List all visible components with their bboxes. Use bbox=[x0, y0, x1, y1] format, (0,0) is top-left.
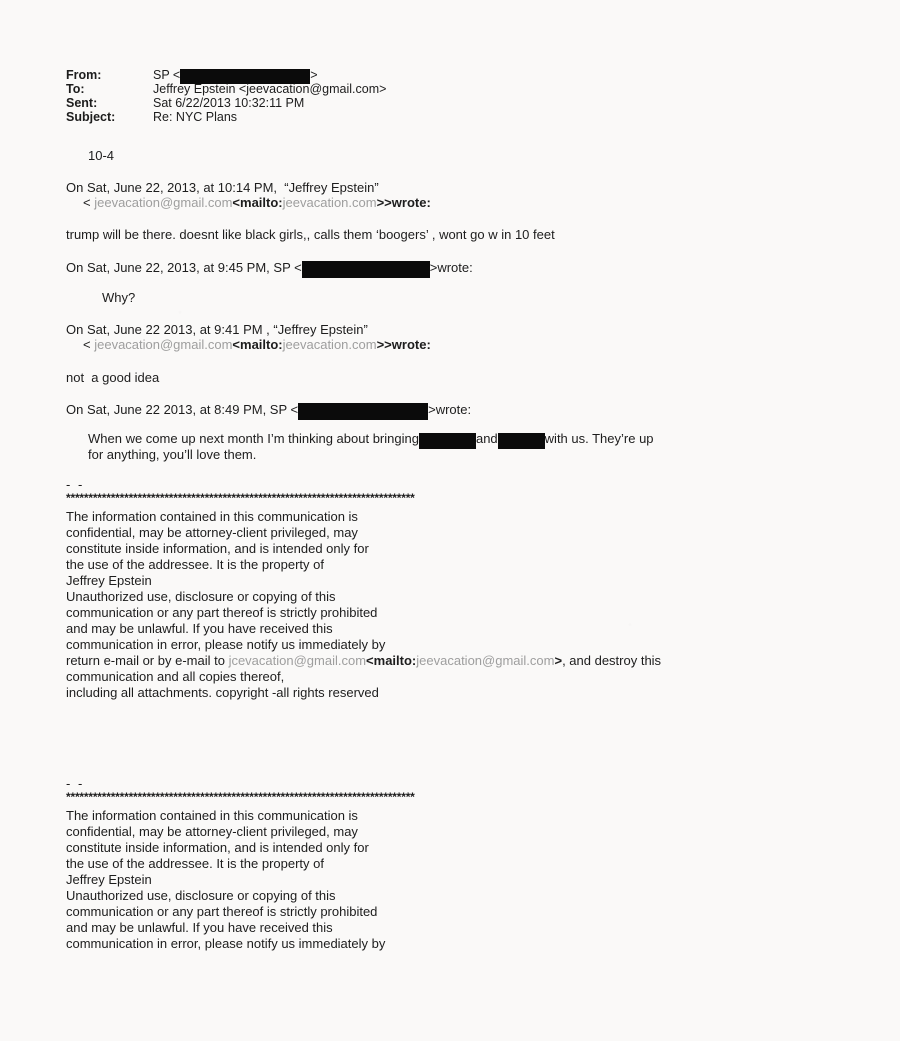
quote1-header bbox=[66, 180, 860, 210]
disclaimer-line: The information contained in this communication is bbox=[66, 509, 358, 524]
from-value-suffix: > bbox=[310, 68, 318, 82]
disclaimer-line: confidential, may be attorney-client privileged, may bbox=[66, 525, 358, 540]
email-line-post: , and destroy this bbox=[562, 653, 662, 668]
mailto-prefix: <mailto: bbox=[366, 653, 417, 668]
header-row-sent bbox=[66, 96, 860, 110]
from-value bbox=[153, 68, 318, 82]
disclaimer-line: and may be unlawful. If you have received this bbox=[66, 920, 333, 935]
quote4-body-line2: for anything, you’ll love them. bbox=[88, 447, 257, 462]
quote3-address-line bbox=[83, 337, 860, 352]
signature-star-divider: ****************************************************************************** bbox=[66, 790, 415, 804]
signature-star-divider: ****************************************************************************** bbox=[66, 491, 415, 505]
from-label: From: bbox=[66, 68, 102, 82]
disclaimer-block-2 bbox=[66, 808, 860, 952]
quote4-body-pre: When we come up next month I’m thinking about bringing bbox=[88, 431, 419, 446]
mailto-prefix: <mailto: bbox=[232, 337, 283, 352]
quote2-header-post: >wrote: bbox=[429, 260, 473, 275]
header-row-to bbox=[66, 82, 860, 96]
sent-label: Sent: bbox=[66, 96, 98, 110]
signature-dashes: - - bbox=[66, 477, 85, 492]
disclaimer-line: Unauthorized use, disclosure or copying of this bbox=[66, 589, 336, 604]
disclaimer-line: and may be unlawful. If you have received this bbox=[66, 621, 333, 636]
disclaimer-line: communication or any part thereof is strictly prohibited bbox=[66, 605, 378, 620]
disclaimer-line: The information contained in this communication is bbox=[66, 808, 358, 823]
quote4-header-post: >wrote: bbox=[428, 402, 472, 417]
disclaimer-line: communication in error, please notify us immediately by bbox=[66, 936, 386, 951]
quote4-body-and: and bbox=[475, 431, 498, 446]
header-row-subject bbox=[66, 110, 860, 124]
disclaimer-email-line bbox=[66, 653, 860, 669]
email-line-pre: return e-mail or by e-mail to bbox=[66, 653, 229, 668]
disclaimer-line: confidential, may be attorney-client privileged, may bbox=[66, 824, 358, 839]
quote3-header bbox=[66, 322, 860, 352]
quote4-body-mid: with us. They’re up bbox=[544, 431, 654, 446]
subject-value: Re: NYC Plans bbox=[153, 110, 238, 124]
quote2-header-pre: On Sat, June 22, 2013, at 9:45 PM, SP < bbox=[66, 260, 302, 275]
email-address: jeevacation@gmail.com bbox=[94, 195, 233, 210]
mailto-prefix: <mailto: bbox=[232, 195, 283, 210]
disclaimer-line: including all attachments. copyright -all rights reserved bbox=[66, 685, 379, 700]
email-address: jcevacation@gmail.com bbox=[228, 653, 367, 668]
email-header bbox=[66, 68, 860, 124]
redaction-bar bbox=[298, 403, 428, 420]
quote4-header-pre: On Sat, June 22 2013, at 8:49 PM, SP < bbox=[66, 402, 299, 417]
reply-text: 10-4 bbox=[88, 148, 115, 163]
quote3-header-line: On Sat, June 22 2013, at 9:41 PM , “Jeffrey Epstein” bbox=[66, 322, 368, 337]
quote3-body: not a good idea bbox=[66, 370, 160, 385]
disclaimer-line: the use of the addressee. It is the property of bbox=[66, 557, 324, 572]
quote1-body: trump will be there. doesnt like black girls,, calls them ‘boogers’ , wont go w in 10 feet bbox=[66, 227, 555, 242]
quote4-body bbox=[88, 431, 860, 463]
quote1-address-line bbox=[83, 195, 860, 210]
from-value-prefix: SP < bbox=[153, 68, 181, 82]
disclaimer-line: constitute inside information, and is intended only for bbox=[66, 840, 369, 855]
disclaimer-line: Jeffrey Epstein bbox=[66, 872, 152, 887]
redaction-bar bbox=[302, 261, 430, 278]
quote1-header-line: On Sat, June 22, 2013, at 10:14 PM, “Jeffrey Epstein” bbox=[66, 180, 379, 195]
angle-open: < bbox=[83, 337, 95, 352]
email-address: jeevacation@gmail.com bbox=[94, 337, 233, 352]
signature-dashes: - - bbox=[66, 776, 85, 791]
mailto-address: jeevacation.com bbox=[282, 337, 377, 352]
disclaimer-line: the use of the addressee. It is the property of bbox=[66, 856, 324, 871]
subject-label: Subject: bbox=[66, 110, 116, 124]
disclaimer-line: communication in error, please notify us immediately by bbox=[66, 637, 386, 652]
quote2-body: Why? bbox=[102, 290, 136, 305]
angle-close: > bbox=[554, 653, 563, 668]
wrote-suffix: >>wrote: bbox=[376, 195, 431, 210]
angle-open: < bbox=[83, 195, 95, 210]
header-row-from bbox=[66, 68, 860, 82]
quote2-header bbox=[66, 260, 860, 275]
mailto-address: jeevacation@gmail.com bbox=[416, 653, 555, 668]
disclaimer-line: Jeffrey Epstein bbox=[66, 573, 152, 588]
disclaimer-line: constitute inside information, and is intended only for bbox=[66, 541, 369, 556]
sent-value: Sat 6/22/2013 10:32:11 PM bbox=[153, 96, 305, 110]
disclaimer-line: communication and all copies thereof, bbox=[66, 669, 285, 684]
redaction-bar bbox=[498, 433, 545, 449]
to-value: Jeffrey Epstein <jeevacation@gmail.com> bbox=[153, 82, 387, 96]
to-label: To: bbox=[66, 82, 85, 96]
wrote-suffix: >>wrote: bbox=[376, 337, 431, 352]
disclaimer-line: Unauthorized use, disclosure or copying of this bbox=[66, 888, 336, 903]
disclaimer-block-1 bbox=[66, 509, 860, 701]
mailto-address: jeevacation.com bbox=[282, 195, 377, 210]
redaction-bar bbox=[419, 433, 476, 449]
disclaimer-line: communication or any part thereof is strictly prohibited bbox=[66, 904, 378, 919]
quote4-header bbox=[66, 402, 860, 417]
